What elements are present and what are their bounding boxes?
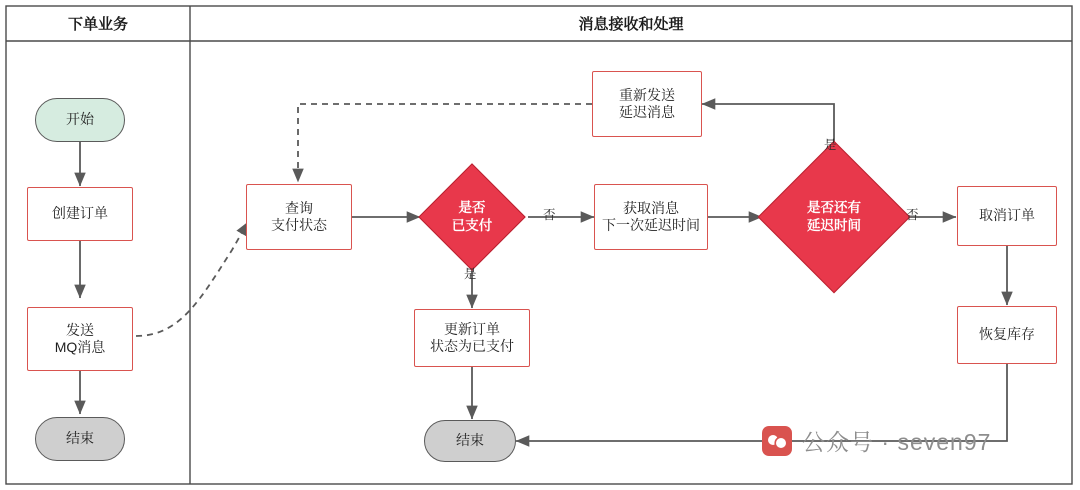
node-update-order[interactable] xyxy=(414,309,530,367)
node-has-delay-left[interactable] xyxy=(780,163,888,271)
node-get-next-delay[interactable] xyxy=(594,184,708,250)
node-is-paid-line-1: 是否 xyxy=(458,200,486,216)
node-is-paid[interactable] xyxy=(434,179,510,255)
lane-header-left xyxy=(6,6,190,41)
node-send-mq-line-1: 发送 xyxy=(66,321,94,338)
node-is-paid-label xyxy=(434,179,510,255)
node-resend-delay-msg[interactable] xyxy=(592,71,702,137)
node-end-right[interactable] xyxy=(424,420,516,462)
node-get-next-delay-line-2: 下一次延迟时间 xyxy=(602,217,700,233)
node-end-left[interactable] xyxy=(35,417,125,461)
lane-header-right-label: 消息接收和处理 xyxy=(578,16,684,33)
node-end-right-line-1: 结束 xyxy=(456,432,484,449)
edge-label-yes-1: 是 xyxy=(464,267,477,281)
node-query-pay-status-line-1: 查询 xyxy=(285,199,313,216)
node-start[interactable] xyxy=(35,98,125,142)
edge-label-yes-2: 是 xyxy=(824,138,837,152)
node-create-order[interactable] xyxy=(27,187,133,241)
node-has-delay-left-line-1: 是否还有 xyxy=(807,200,861,216)
node-cancel-order-line-1: 取消订单 xyxy=(979,207,1035,224)
watermark-text: 公众号 · seven97 xyxy=(802,429,992,455)
edge-label-no-2: 否 xyxy=(906,208,919,222)
node-update-order-line-1: 更新订单 xyxy=(444,320,500,337)
wechat-official-account-icon xyxy=(762,426,792,456)
node-create-order-line-1: 创建订单 xyxy=(52,205,108,222)
node-get-next-delay-line-1: 获取消息 xyxy=(623,199,679,216)
edge-label-no-1: 否 xyxy=(543,208,556,222)
node-restore-stock[interactable] xyxy=(957,306,1057,364)
lane-header-right xyxy=(190,6,1072,41)
node-send-mq-line-2: MQ消息 xyxy=(54,339,106,355)
node-send-mq[interactable] xyxy=(27,307,133,371)
watermark xyxy=(762,424,991,457)
lane-header-left-label: 下单业务 xyxy=(67,16,128,33)
node-resend-delay-msg-line-1: 重新发送 xyxy=(619,86,675,103)
node-end-left-line-1: 结束 xyxy=(66,430,94,447)
node-query-pay-status-line-2: 支付状态 xyxy=(271,217,327,233)
node-is-paid-line-2: 已支付 xyxy=(451,218,493,233)
node-start-line-1: 开始 xyxy=(66,111,94,128)
node-has-delay-left-label xyxy=(780,163,888,271)
node-resend-delay-msg-line-2: 延迟消息 xyxy=(619,104,675,120)
node-cancel-order[interactable] xyxy=(957,186,1057,246)
node-restore-stock-line-1: 恢复库存 xyxy=(979,326,1035,343)
node-has-delay-left-line-2: 延迟时间 xyxy=(807,218,861,233)
node-query-pay-status[interactable] xyxy=(246,184,352,250)
node-update-order-line-2: 状态为已支付 xyxy=(430,338,514,354)
